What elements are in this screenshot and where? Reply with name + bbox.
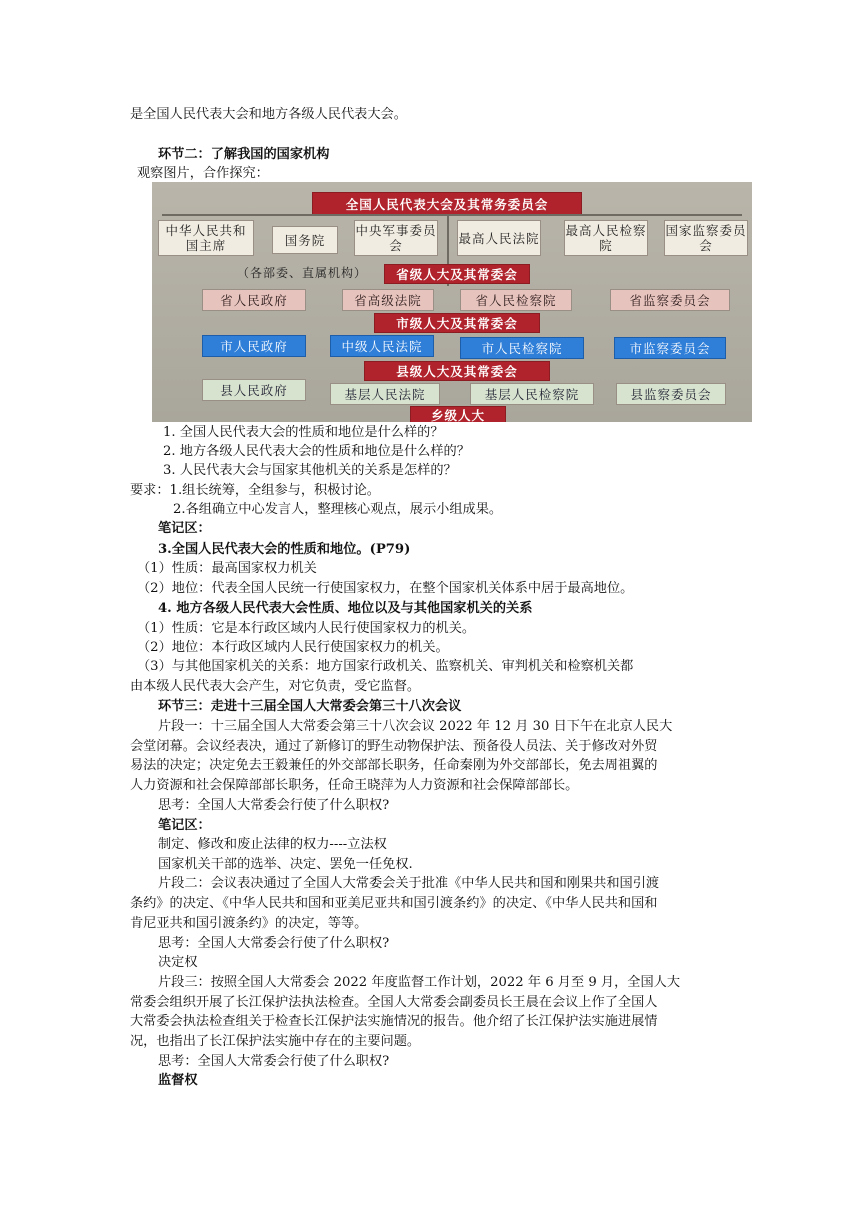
- text-line: 观察图片，合作探究：: [137, 166, 269, 181]
- diagram-node-city-supervision: 市监察委员会: [614, 337, 726, 359]
- diagram-node-province-procuratorate: 省人民检察院: [460, 289, 572, 311]
- answer-line: 决定权: [158, 955, 198, 970]
- note-line: （2）地位：代表全国人民统一行使国家权力，在整个国家机关体系中居于最高地位。: [137, 581, 634, 596]
- question-item: 2. 地方各级人民代表大会的性质和地位是什么样的？: [163, 444, 470, 459]
- note-line: 国家机关干部的选举、决定、罢免一任免权.: [158, 857, 413, 872]
- diagram-node-city-procuratorate: 市人民检察院: [460, 337, 584, 359]
- diagram-node-county-court: 基层人民法院: [330, 383, 440, 405]
- diagram-ministries-label: （各部委、直属机构）: [236, 265, 367, 280]
- notes-heading: 笔记区：: [158, 818, 211, 833]
- notes-heading: 笔记区：: [158, 521, 211, 536]
- question-item: 3. 人民代表大会与国家其他机关的关系是怎样的？: [163, 463, 457, 478]
- diagram-node-township: 乡级人大: [410, 406, 506, 422]
- note-line: （2）地位：本行政区域内人民行使国家权力的机关。: [137, 640, 449, 655]
- diagram-node-city-gov: 市人民政府: [202, 335, 306, 357]
- paragraph-line: 片段三：按照全国人大常委会 2022 年度监督工作计划，2022 年 6 月至 9 月，全国人大: [158, 975, 681, 990]
- diagram-node-city-court: 中级人民法院: [330, 335, 434, 357]
- diagram-node-province-court: 省高级法院: [342, 289, 434, 311]
- diagram-node-procuratorate: 最高人民检察院: [564, 220, 648, 256]
- think-line: 思考：全国人大常委会行使了什么职权?: [158, 798, 390, 813]
- diagram-connector: [162, 214, 742, 216]
- note-line: （1）性质：它是本行政区域内人民行使国家权力的机关。: [137, 621, 476, 636]
- diagram-node-president: 中华人民共和国主席: [158, 220, 254, 256]
- paragraph-line: 片段二：会议表决通过了全国人大常委会关于批准《中华人民共和国和刚果共和国引渡: [158, 876, 660, 891]
- text-line: 是全国人民代表大会和地方各级人民代表大会。: [130, 107, 407, 122]
- state-organs-diagram: [152, 182, 752, 422]
- paragraph-line: 条约》的决定、《中华人民共和国和亚美尼亚共和国引渡条约》的决定、《中华人民共和国和: [130, 896, 658, 911]
- diagram-node-county-supervision: 县监察委员会: [616, 383, 726, 405]
- section-heading: 环节二：了解我国的国家机构: [158, 147, 330, 162]
- requirement-line: 要求：1.组长统筹，全组参与，积极讨论。: [130, 483, 380, 498]
- paragraph-line: 人力资源和社会保障部部长职务，任命王晓萍为人力资源和社会保障部部长。: [130, 778, 579, 793]
- diagram-node-province-gov: 省人民政府: [202, 289, 306, 311]
- diagram-node-county-procuratorate: 基层人民检察院: [470, 383, 594, 405]
- paragraph-line: 况，也指出了长江保护法实施中存在的主要问题。: [130, 1034, 421, 1049]
- paragraph-line: 片段一：十三届全国人大常委会第三十八次会议 2022 年 12 月 30 日下午在北京人民大: [158, 719, 673, 734]
- diagram-node-province: 省级人大及其常委会: [384, 264, 530, 284]
- diagram-node-county-gov: 县人民政府: [202, 379, 306, 401]
- paragraph-line: 大常委会执法检查组关于检查长江保护法实施情况的报告。他介绍了长江保护法实施进展情: [130, 1014, 658, 1029]
- note-line: （1）性质：最高国家权力机关: [137, 561, 317, 576]
- diagram-node-county: 县级人大及其常委会: [364, 361, 550, 381]
- question-item: 1. 全国人民代表大会的性质和地位是什么样的？: [163, 425, 444, 440]
- diagram-node-cmc: 中央军事委员会: [354, 220, 438, 256]
- diagram-node-supreme-court: 最高人民法院: [457, 220, 541, 256]
- note-line: 制定、修改和废止法律的权力----立法权: [158, 837, 387, 852]
- paragraph-line: 会堂闭幕。会议经表决，通过了新修订的野生动物保护法、预备役人员法、关于修改对外贸: [130, 739, 658, 754]
- think-line: 思考：全国人大常委会行使了什么职权?: [158, 1054, 390, 1069]
- think-line: 思考：全国人大常委会行使了什么职权?: [158, 936, 390, 951]
- note-heading: 4. 地方各级人民代表大会性质、地位以及与其他国家机关的关系: [158, 601, 533, 616]
- diagram-node-npc: 全国人民代表大会及其常务委员会: [312, 192, 582, 216]
- requirement-line: 2.各组确立中心发言人，整理核心观点，展示小组成果。: [173, 502, 503, 517]
- diagram-node-state-council: 国务院: [272, 226, 338, 254]
- diagram-node-province-supervision: 省监察委员会: [610, 289, 730, 311]
- paragraph-line: 易法的决定；决定免去王毅兼任的外交部部长职务，任命秦刚为外交部部长，免去周祖翼的: [130, 758, 658, 773]
- paragraph-line: 肯尼亚共和国引渡条约》的决定，等等。: [130, 916, 368, 931]
- answer-line: 监督权: [158, 1073, 198, 1088]
- note-line: 由本级人民代表大会产生，对它负责，受它监督。: [130, 679, 421, 694]
- section-heading: 环节三：走进十三届全国人大常委会第三十八次会议: [158, 699, 462, 714]
- note-line: （3）与其他国家机关的关系：地方国家行政机关、监察机关、审判机关和检察机关都: [137, 659, 634, 674]
- diagram-node-supervision: 国家监察委员会: [664, 220, 748, 256]
- paragraph-line: 常委会组织开展了长江保护法执法检查。全国人大常委会副委员长王晨在会议上作了全国人: [130, 995, 658, 1010]
- note-heading: 3.全国人民代表大会的性质和地位。(P79): [158, 542, 411, 557]
- diagram-node-city: 市级人大及其常委会: [374, 313, 540, 333]
